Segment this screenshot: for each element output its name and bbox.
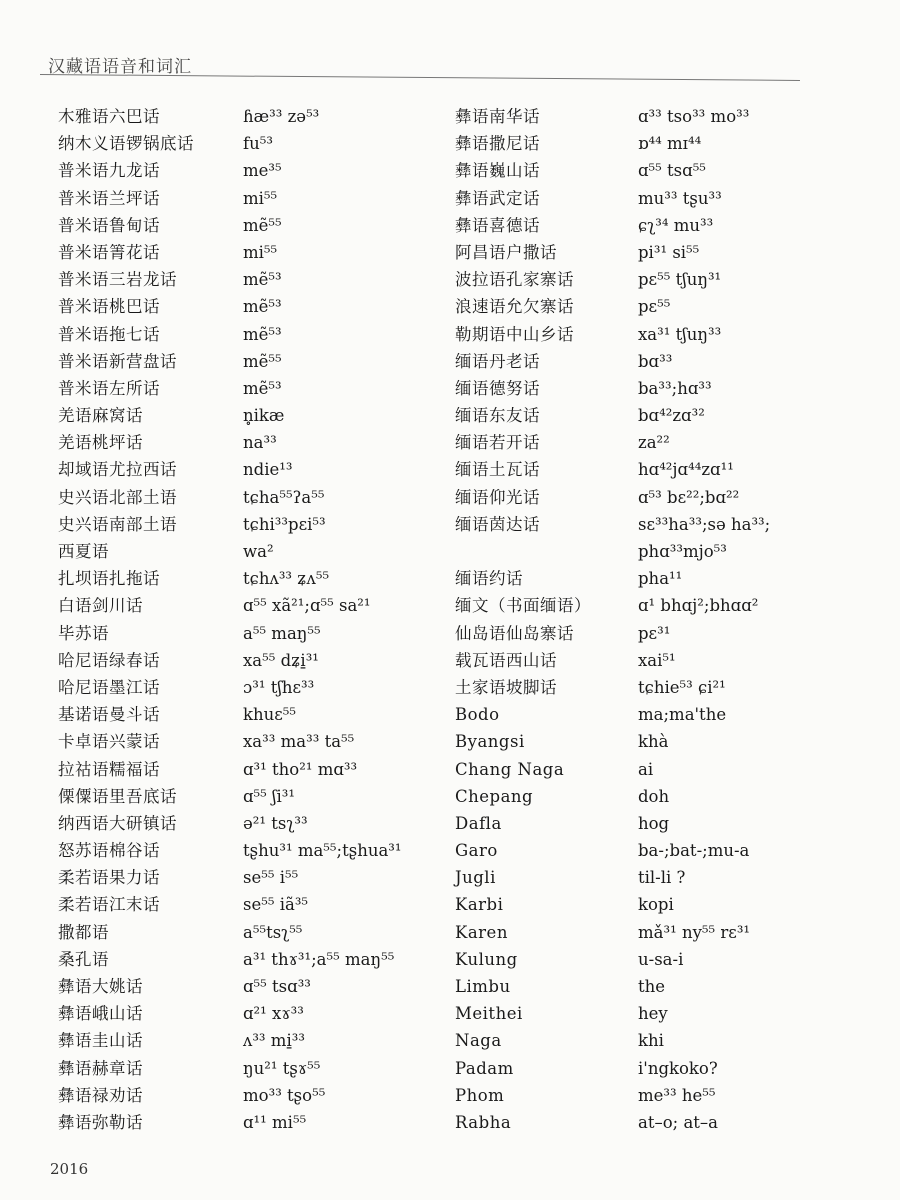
language-name: Chang Naga [455, 759, 565, 779]
word-form: a³¹ thɤ³¹;a⁵⁵ maŋ⁵⁵ [243, 949, 395, 969]
word-form: fu⁵³ [243, 134, 273, 154]
language-name: 缅语丹老话 [455, 351, 540, 371]
language-name: Rabha [455, 1112, 512, 1132]
language-name: Karbi [455, 895, 504, 915]
language-name: 哈尼语墨江话 [58, 677, 160, 697]
language-name: Kulung [455, 949, 518, 969]
entry-row [58, 919, 478, 946]
language-name: 缅语仰光话 [455, 487, 540, 507]
word-form: tʂhu³¹ ma⁵⁵;tʂhua³¹ [243, 841, 402, 861]
entry-row [455, 456, 875, 483]
word-form: sɛ³³ha³³;sə ha³³; [638, 514, 771, 534]
language-name: 普米语鲁甸话 [58, 215, 160, 235]
entry-row [58, 103, 478, 130]
entry-row [58, 456, 478, 483]
entry-row [455, 973, 875, 1000]
left-column [58, 103, 478, 1136]
right-column [455, 103, 875, 1136]
entry-row [58, 375, 478, 402]
language-name: 仙岛语仙岛寨话 [455, 623, 574, 643]
language-name: 纳木义语锣锅底话 [58, 134, 194, 154]
entry-row [58, 484, 478, 511]
language-name: 阿昌语户撒话 [455, 242, 557, 262]
entry-row [455, 239, 875, 266]
language-name: 缅语若开话 [455, 433, 540, 453]
language-name: 缅文（书面缅语） [455, 596, 591, 616]
language-name: 卡卓语兴蒙话 [58, 732, 160, 752]
language-name: Garo [455, 841, 498, 861]
language-name: 羌语桃坪话 [58, 433, 143, 453]
word-form: mẽ⁵³ [243, 297, 282, 317]
entry-row [455, 293, 875, 320]
language-name: 彝语武定话 [455, 188, 540, 208]
word-form: a⁵⁵ maŋ⁵⁵ [243, 623, 321, 643]
word-form: mẽ⁵⁵ [243, 215, 282, 235]
language-name: Bodo [455, 705, 500, 725]
word-form: ə²¹ tsʅ³³ [243, 813, 308, 833]
entry-row [58, 1055, 478, 1082]
word-form: se⁵⁵ iã³⁵ [243, 895, 309, 915]
entry-row [58, 756, 478, 783]
language-name: 纳西语大研镇话 [58, 813, 177, 833]
word-form: ɑ¹¹ mi⁵⁵ [243, 1112, 307, 1132]
language-name: 彝语赫章话 [58, 1058, 143, 1078]
entry-row [58, 1027, 478, 1054]
language-name: 彝语圭山话 [58, 1031, 143, 1051]
word-form: a⁵⁵tsʅ⁵⁵ [243, 922, 303, 942]
entry-row [455, 592, 875, 619]
entry-row [455, 783, 875, 810]
running-header: 汉藏语语音和词汇 [48, 57, 192, 77]
language-name: 普米语箐花话 [58, 242, 160, 262]
word-form: mẽ⁵³ [243, 270, 282, 290]
word-form: khuɛ⁵⁵ [243, 705, 297, 725]
language-name: Karen [455, 922, 508, 942]
word-form: ɑ²¹ xɤ³³ [243, 1004, 304, 1024]
word-form: za²² [638, 433, 670, 453]
entry-row [455, 810, 875, 837]
language-name: 普米语拖七话 [58, 324, 160, 344]
entry-row [455, 620, 875, 647]
word-form: pɛ⁵⁵ [638, 297, 671, 317]
language-name: 基诺语曼斗话 [58, 705, 160, 725]
entry-row [455, 429, 875, 456]
entry-row [58, 864, 478, 891]
word-form: at–o; at–a [638, 1112, 719, 1132]
entry-row [455, 511, 875, 538]
language-name: 毕苏语 [58, 623, 109, 643]
word-form: pɛ⁵⁵ tʃuŋ³¹ [638, 270, 722, 290]
language-name: 彝语大姚话 [58, 977, 143, 996]
word-form: pɛ³¹ [638, 623, 671, 643]
language-name: 羌语麻窝话 [58, 406, 143, 426]
word-form: khi [638, 1031, 664, 1051]
entry-row [58, 701, 478, 728]
word-form: ɑ⁵⁵ tsɑ⁵⁵ [638, 161, 706, 181]
language-name: 史兴语北部土语 [58, 487, 177, 507]
entry-row [58, 212, 478, 239]
entry-row [455, 266, 875, 293]
entry-row [58, 620, 478, 647]
entry-row [58, 429, 478, 456]
entry-row [455, 1055, 875, 1082]
word-form: ɑ⁵⁵ tsɑ³³ [243, 977, 311, 996]
language-name: 普米语三岩龙话 [58, 270, 177, 290]
word-form: phɑ³³mjo⁵³ [638, 542, 727, 561]
entry-row [58, 402, 478, 429]
language-name: 载瓦语西山话 [455, 650, 557, 670]
language-name: 撒都语 [58, 922, 109, 942]
word-form: hɑ⁴²jɑ⁴⁴zɑ¹¹ [638, 460, 734, 480]
header-rule [40, 74, 800, 81]
entry-row [455, 212, 875, 239]
entry-row [455, 728, 875, 755]
language-name: 普米语新营盘话 [58, 351, 177, 371]
entry-row [455, 321, 875, 348]
word-form: xai⁵¹ [638, 650, 676, 670]
entry-row [58, 130, 478, 157]
entry-row [58, 674, 478, 701]
language-name: Padam [455, 1058, 514, 1078]
word-form: mi⁵⁵ [243, 242, 278, 262]
word-form: n̥ikæ [243, 406, 285, 426]
entry-row [58, 783, 478, 810]
entry-row [455, 1082, 875, 1109]
language-name: Phom [455, 1085, 505, 1105]
word-form: ɦæ³³ zə⁵³ [243, 107, 320, 126]
language-name: Byangsi [455, 732, 525, 752]
entry-row [455, 565, 875, 592]
word-form: mi⁵⁵ [243, 188, 278, 208]
language-name: 普米语兰坪话 [58, 188, 160, 208]
entry-row [58, 321, 478, 348]
word-form: ɑ⁵⁵ xã²¹;ɑ⁵⁵ sa²¹ [243, 596, 371, 616]
entry-row [455, 130, 875, 157]
entry-row [58, 1109, 478, 1136]
language-name: 缅语德努话 [455, 378, 540, 398]
word-form: xa⁵⁵ dʑi̱³¹ [243, 650, 319, 670]
language-name: 木雅语六巴话 [58, 107, 160, 126]
language-name: 浪速语允欠寨话 [455, 297, 574, 317]
word-form: u-sa-i [638, 949, 684, 969]
language-name: 普米语九龙话 [58, 161, 160, 181]
language-name: 桑孔语 [58, 949, 109, 969]
language-name: 缅语东友话 [455, 406, 540, 426]
word-form: ŋu²¹ tʂɤ⁵⁵ [243, 1058, 321, 1078]
entry-row [455, 1000, 875, 1027]
word-form: hey [638, 1004, 668, 1024]
language-name: 史兴语南部土语 [58, 514, 177, 534]
word-form: i'ngkoko? [638, 1058, 718, 1078]
entry-row [58, 185, 478, 212]
word-form: mẽ⁵³ [243, 324, 282, 344]
entry-row [455, 647, 875, 674]
word-form: til-li ? [638, 868, 686, 888]
word-form: ɑ¹ bhɑj²;bhɑɑ² [638, 596, 759, 616]
language-name: 缅语约话 [455, 569, 523, 589]
word-form: ɔ³¹ tʃhɛ³³ [243, 677, 315, 697]
word-form: me³³ he⁵⁵ [638, 1085, 716, 1105]
page-number: 2016 [50, 1160, 89, 1178]
entry-row [58, 973, 478, 1000]
word-form: mẽ⁵³ [243, 378, 282, 398]
word-form: ɑ³¹ tho²¹ mɑ³³ [243, 759, 358, 779]
word-form: ba-;bat-;mu-a [638, 841, 750, 861]
language-name: 彝语弥勒话 [58, 1112, 143, 1132]
language-name: 怒苏语棉谷话 [58, 841, 160, 861]
entry-row [455, 185, 875, 212]
entry-row [455, 674, 875, 701]
word-form: wa² [243, 542, 274, 561]
word-form: xa³¹ tʃuŋ³³ [638, 324, 722, 344]
entry-row [58, 266, 478, 293]
word-form: doh [638, 786, 670, 806]
language-name: 柔若语江末话 [58, 895, 160, 915]
entry-row [58, 1000, 478, 1027]
language-name: 缅语土瓦话 [455, 460, 540, 480]
language-name: 波拉语孔家寨话 [455, 270, 574, 290]
word-form: ʌ³³ mi̱³³ [243, 1031, 305, 1051]
language-name: 普米语桃巴话 [58, 297, 160, 317]
word-form: xa³³ ma³³ ta⁵⁵ [243, 732, 355, 752]
entry-row [455, 484, 875, 511]
language-name: 缅语茵达话 [455, 514, 540, 534]
word-form: ba³³;hɑ³³ [638, 378, 712, 398]
entry-row [58, 837, 478, 864]
word-form: mǎ³¹ ny⁵⁵ rɛ³¹ [638, 922, 751, 942]
language-name: 傈僳语里吾底话 [58, 786, 177, 806]
entry-row [58, 348, 478, 375]
entry-row [455, 1109, 875, 1136]
language-name: Chepang [455, 786, 534, 806]
word-form: ɑ⁵³ bɛ²²;bɑ²² [638, 487, 740, 507]
language-name: Limbu [455, 977, 511, 996]
word-form: ɑ³³ tso³³ mo³³ [638, 107, 750, 126]
entry-row [58, 239, 478, 266]
entry-row [58, 891, 478, 918]
entry-row [455, 946, 875, 973]
entry-row [58, 647, 478, 674]
word-form: pi³¹ si⁵⁵ [638, 242, 700, 262]
entry-row [58, 728, 478, 755]
word-form: mu³³ tʂu³³ [638, 188, 722, 208]
language-name: 白语剑川话 [58, 596, 143, 616]
word-form: mo³³ tʂo⁵⁵ [243, 1085, 326, 1105]
entry-row [455, 701, 875, 728]
entry-row [58, 538, 478, 565]
word-form: mẽ⁵⁵ [243, 351, 282, 371]
entry-row [58, 157, 478, 184]
word-form: tɕha⁵⁵ʔa⁵⁵ [243, 487, 325, 507]
entry-row [455, 919, 875, 946]
word-form: ɑ⁵⁵ ʃi³¹ [243, 786, 296, 806]
word-form: khà [638, 732, 669, 752]
entry-row [455, 864, 875, 891]
language-name: 普米语左所话 [58, 378, 160, 398]
entry-row [455, 103, 875, 130]
language-name: Meithei [455, 1004, 523, 1024]
language-name: 拉祜语糯福话 [58, 759, 160, 779]
entry-row [455, 348, 875, 375]
entry-row [58, 592, 478, 619]
entry-row [58, 810, 478, 837]
word-form: tɕhie⁵³ ɕi²¹ [638, 677, 726, 697]
entry-row [455, 891, 875, 918]
language-name: 柔若语果力话 [58, 868, 160, 888]
language-name: 勒期语中山乡话 [455, 324, 574, 344]
language-name: 扎坝语扎拖话 [58, 569, 160, 589]
entry-row [455, 1027, 875, 1054]
language-name: 哈尼语绿春话 [58, 650, 160, 670]
word-form: se⁵⁵ i⁵⁵ [243, 868, 299, 888]
word-form: ai [638, 759, 654, 779]
language-name: 彝语喜德话 [455, 215, 540, 235]
entry-row [455, 375, 875, 402]
entry-row [58, 946, 478, 973]
entry-row [455, 402, 875, 429]
language-name: 土家语坡脚话 [455, 677, 557, 697]
word-form: tɕhʌ³³ ʑʌ⁵⁵ [243, 569, 330, 589]
entry-row [455, 756, 875, 783]
entry-row [58, 293, 478, 320]
word-form: hog [638, 813, 670, 833]
word-form: bɑ⁴²zɑ³² [638, 406, 705, 426]
word-form: me³⁵ [243, 161, 282, 181]
word-form: ndie¹³ [243, 460, 293, 480]
language-name: 彝语巍山话 [455, 161, 540, 181]
word-form: ma;ma'the [638, 705, 727, 725]
language-name: 彝语峨山话 [58, 1004, 143, 1024]
word-form: ɒ⁴⁴ mɪ⁴⁴ [638, 134, 702, 154]
entry-row [455, 837, 875, 864]
word-form: tɕhi³³pɛi⁵³ [243, 514, 326, 534]
word-form: kopi [638, 895, 674, 915]
entry-row [58, 565, 478, 592]
entry-row [58, 1082, 478, 1109]
word-form: the [638, 977, 666, 996]
word-form: pha¹¹ [638, 569, 683, 589]
language-name: 彝语禄劝话 [58, 1085, 143, 1105]
entry-row [58, 511, 478, 538]
language-name: 彝语撒尼话 [455, 134, 540, 154]
word-form: na³³ [243, 433, 277, 453]
language-name: 却域语尤拉西话 [58, 460, 177, 480]
language-name: Naga [455, 1031, 502, 1051]
language-name: Dafla [455, 813, 502, 833]
language-name: 彝语南华话 [455, 107, 540, 126]
word-form: bɑ³³ [638, 351, 673, 371]
entry-row [455, 538, 875, 565]
language-name: 西夏语 [58, 542, 109, 561]
language-name: Jugli [455, 868, 496, 888]
entry-row [455, 157, 875, 184]
word-form: ɕʅ³⁴ mu³³ [638, 215, 714, 235]
